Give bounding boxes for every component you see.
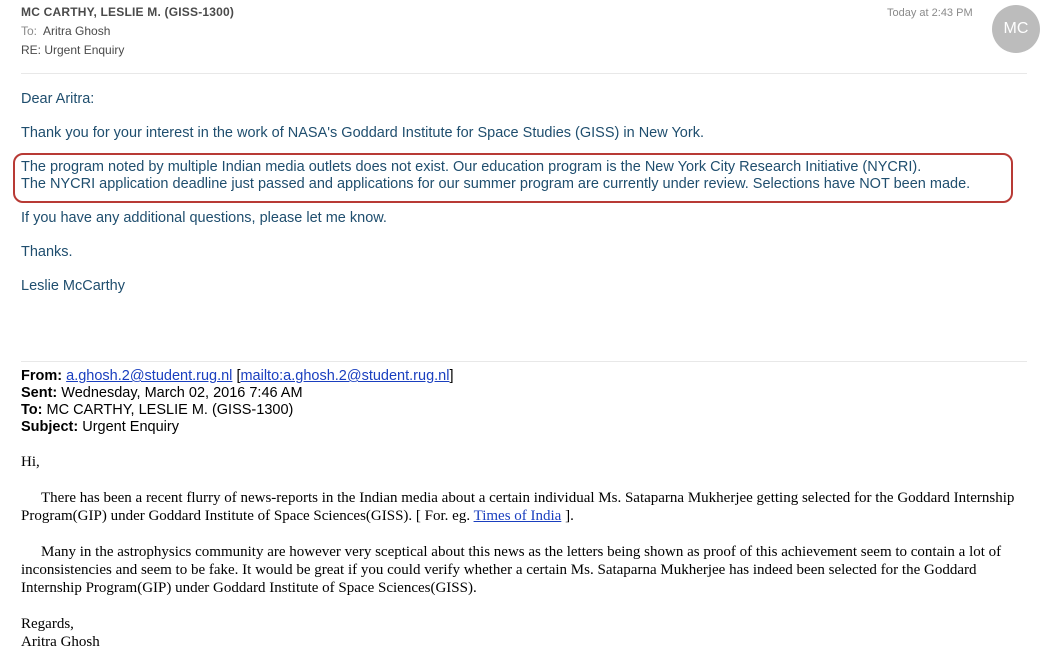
reply-greeting: Dear Aritra:: [21, 91, 95, 107]
highlight-line-1: The program noted by multiple Indian media outlets does not exist. Our education program is the New York City Research Initiative (NYCRI).: [21, 159, 922, 175]
sender-name[interactable]: MC CARTHY, LESLIE M. (GISS-1300): [21, 5, 235, 19]
reply-thanks: Thanks.: [21, 244, 73, 260]
sent-date: Wednesday, March 02, 2016 7:46 AM: [61, 385, 303, 401]
reply-signature: Leslie McCarthy: [21, 278, 125, 294]
quoted-subject: Urgent Enquiry: [82, 419, 179, 435]
message-timestamp: Today at 2:43 PM: [887, 7, 973, 19]
quoted-header: [21, 368, 453, 436]
quoted-subject-line: [21, 419, 453, 436]
sender-avatar[interactable]: MC: [992, 5, 1040, 53]
quoted-to-line: [21, 402, 453, 419]
times-of-india-link[interactable]: Times of India: [473, 508, 562, 524]
mailto-link[interactable]: mailto:a.ghosh.2@student.rug.nl: [240, 368, 450, 384]
original-greeting: Hi,: [21, 454, 40, 470]
highlight-box: [13, 153, 1013, 203]
sent-label: Sent:: [21, 385, 58, 401]
reply-paragraph: Thank you for your interest in the work of NASA's Goddard Institute for Space Studies (GISS) in New York.: [21, 125, 704, 141]
quoted-to-label: To:: [21, 402, 43, 418]
original-paragraph-1: There has been a recent flurry of news-reports in the Indian media about a certain individual Ms. Sataparna Mukherjee getting selected for the Goddard Internship Program(GIP) under Goddard Institute of Space Sciences(GISS). [ For. eg. Times of India ].: [21, 490, 1015, 524]
original-paragraph-2: Many in the astrophysics community are however very sceptical about this news as the letters being shown as proof of this achievement seem to contain a lot of inconsistencies and seem to be fake. It would be great if you could verify whether a certain Ms. Sataparna Mukherjee has indeed been selected for the Goddard Internship Program(GIP) under Goddard Institute of Space Sciences(GISS).: [21, 544, 1002, 596]
quoted-to: MC CARTHY, LESLIE M. (GISS-1300): [46, 402, 294, 418]
quoted-sent-line: [21, 385, 453, 402]
from-email-link[interactable]: a.ghosh.2@student.rug.nl: [66, 368, 233, 384]
to-recipient[interactable]: Aritra Ghosh: [43, 24, 111, 38]
subject-label: Subject:: [21, 419, 79, 435]
subject-line: RE: Urgent Enquiry: [21, 43, 125, 57]
original-regards: Regards,: [21, 616, 74, 632]
original-signature: Aritra Ghosh: [21, 634, 100, 650]
to-line: [21, 24, 234, 38]
message-header: [21, 5, 234, 57]
quote-divider: [21, 361, 1027, 362]
header-divider: [21, 73, 1027, 74]
to-label: To:: [21, 24, 38, 38]
quoted-from-line: From: a.ghosh.2@student.rug.nl [mailto:a.ghosh.2@student.rug.nl]: [21, 368, 454, 384]
reply-paragraph: If you have any additional questions, please let me know.: [21, 210, 387, 226]
highlight-line-2: The NYCRI application deadline just passed and applications for our summer program are currently under review. Selections have NOT been made.: [21, 176, 971, 192]
from-label: From:: [21, 368, 63, 384]
